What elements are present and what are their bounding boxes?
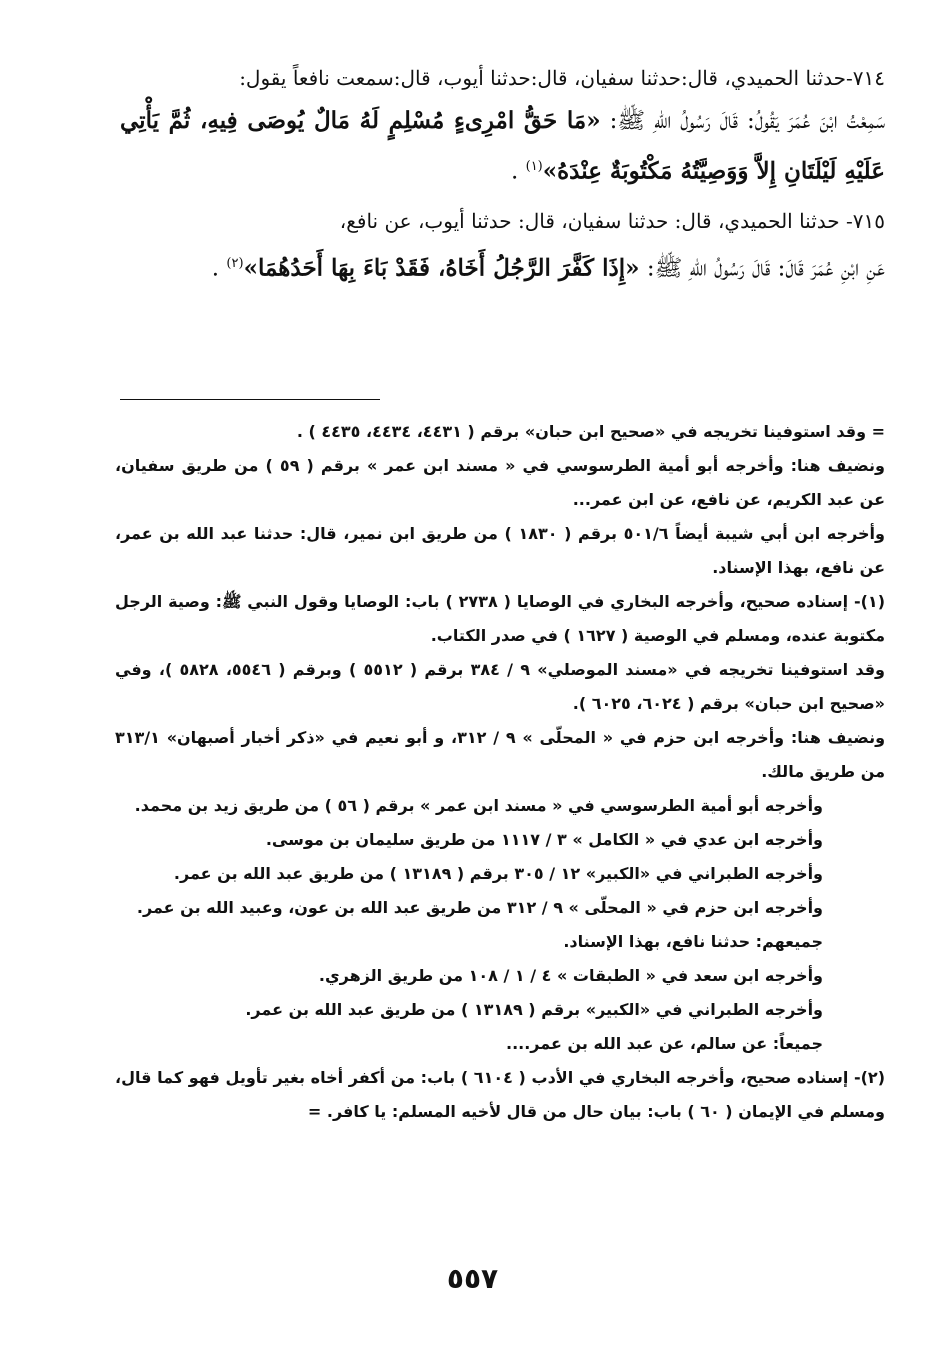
footnote-line: وأخرجه أبو أمية الطرسوسي في « مسند ابن عمر » برقم ( ٥٦ ) من طريق زيد بن محمد. — [134, 796, 823, 815]
footnote-line: وأخرجه الطبراني في «الكبير» ١٢ / ٣٠٥ برقم ( ١٣١٨٩ ) من طريق عبد الله بن عمر. — [173, 864, 823, 883]
footnote-line: وأخرجه ابن عدي في « الكامل » ٣ / ١١١٧ من طريق سليمان بن موسى. — [265, 830, 823, 849]
hadith-body — [120, 58, 885, 291]
page-number: ٥٥٧ — [446, 1262, 499, 1295]
footnote-ref-1: (١) — [525, 159, 543, 174]
footnote-line: وقد استوفينا تخريجه في «مسند الموصلي» ٩ / ٣٨٤ برقم ( ٥٥١٢ ) وبرقم ( ٥٥٤٦، ٥٨٢٨ )، وفي «صحيح ابن حبان» برقم ( ٦٠٢٤، ٦٠٢٥ ). — [115, 660, 885, 713]
hadith-714-matn — [120, 98, 885, 195]
hadith-714-isnad: ٧١٤-حدثنا الحميدي، قال:حدثنا سفيان، قال:حدثنا أيوب، قال:سمعت نافعاً يقول: — [239, 66, 885, 90]
footnote-divider — [120, 399, 380, 400]
footnote-line: جميعهم: حدثنا نافع، بهذا الإسناد. — [563, 932, 823, 951]
footnote-line: وأخرجه ابن سعد في « الطبقات » ٤ / ١ / ١٠٨ من طريق الزهري. — [318, 966, 823, 985]
footnote-line: وأخرجه ابن حزم في « المحلّى » ٩ / ٣١٢ من طريق عبد الله بن عون، وعبيد الله بن عمر. — [136, 898, 823, 917]
hadith-715-isnad: ٧١٥- حدثنا الحميدي، قال: حدثنا سفيان، قال: حدثنا أيوب، عن نافع، — [339, 208, 885, 233]
hadith-714-intro: سَمِعْتُ ابْنَ عُمَرَ يَقُولُ: قَالَ رَسُولُ اللهِ ﷺ: — [600, 108, 886, 134]
footnote-line: ونضيف هنا: وأخرجه ابن حزم في « المحلّى » ٩ / ٣١٢، و أبو نعيم في «ذكر أخبار أصبهان» ٣١٣/١ من طريق مالك. — [115, 728, 886, 781]
footnotes — [115, 415, 885, 1129]
footnote-ref-2: (٢) — [226, 255, 244, 271]
hadith-714-quote: «مَا حَقُّ امْرِىءٍ مُسْلِمٍ لَهُ مَالٌ يُوصَى فِيهِ، ثُمَّ يَأْتِي عَلَيْهِ لَيْلَتَانِ إِلاَّ وَوَصِيَّتُهُ مَكْتُوبَةٌ عِنْدَهُ» — [120, 107, 885, 185]
footnote-line: ونضيف هنا: وأخرجه أبو أمية الطرسوسي في « مسند ابن عمر » برقم ( ٥٩ ) من طريق سفيان، عن عبد الكريم، عن نافع، عن ابن عمر... — [115, 456, 886, 509]
hadith-715-end: . — [211, 255, 227, 282]
hadith-714-end: . — [510, 158, 526, 185]
footnote-line: جميعاً: عن سالم، عن عبد الله بن عمر.... — [505, 1034, 823, 1053]
footnote-2: (٢)- إسناده صحيح، وأخرجه البخاري في الأدب ( ٦١٠٤ ) باب: من أكفر أخاه بغير تأويل فهو كما قال، ومسلم في الإيمان ( ٦٠ ) باب: بيان حال من قال لأخيه المسلم: يا كافر. = — [115, 1068, 885, 1121]
footnote-line: وأخرجه الطبراني في «الكبير» برقم ( ١٣١٨٩ ) من طريق عبد الله بن عمر. — [245, 1000, 823, 1019]
hadith-715-matn — [120, 241, 885, 292]
hadith-715-quote: «إِذَا كَفَّرَ الرَّجُلُ أَخَاهُ، فَقَدْ بَاءَ بِهَا أَحَدُهُمَا» — [243, 254, 640, 282]
footnote-line: = وقد استوفينا تخريجه في «صحيح ابن حبان» برقم ( ٤٤٣١، ٤٤٣٤، ٤٤٣٥ ) . — [296, 422, 885, 441]
footnote-1: (١)- إسناده صحيح، وأخرجه البخاري في الوصايا ( ٢٧٣٨ ) باب: الوصايا وقول النبي ﷺ: وصية الرجل مكتوبة عنده، ومسلم في الوصية ( ١٦٢٧ ) في صدر الكتاب. — [115, 592, 885, 645]
footnote-line: وأخرجه ابن أبي شيبة أيضاً ٥٠١/٦ برقم ( ١٨٣٠ ) من طريق ابن نمير، قال: حدثنا عبد الله بن عمر، عن نافع، بهذا الإسناد. — [115, 524, 885, 577]
hadith-715-intro: عَنِ ابْنِ عُمَرَ قَالَ: قَالَ رَسُولُ اللهِ ﷺ: — [639, 255, 885, 282]
